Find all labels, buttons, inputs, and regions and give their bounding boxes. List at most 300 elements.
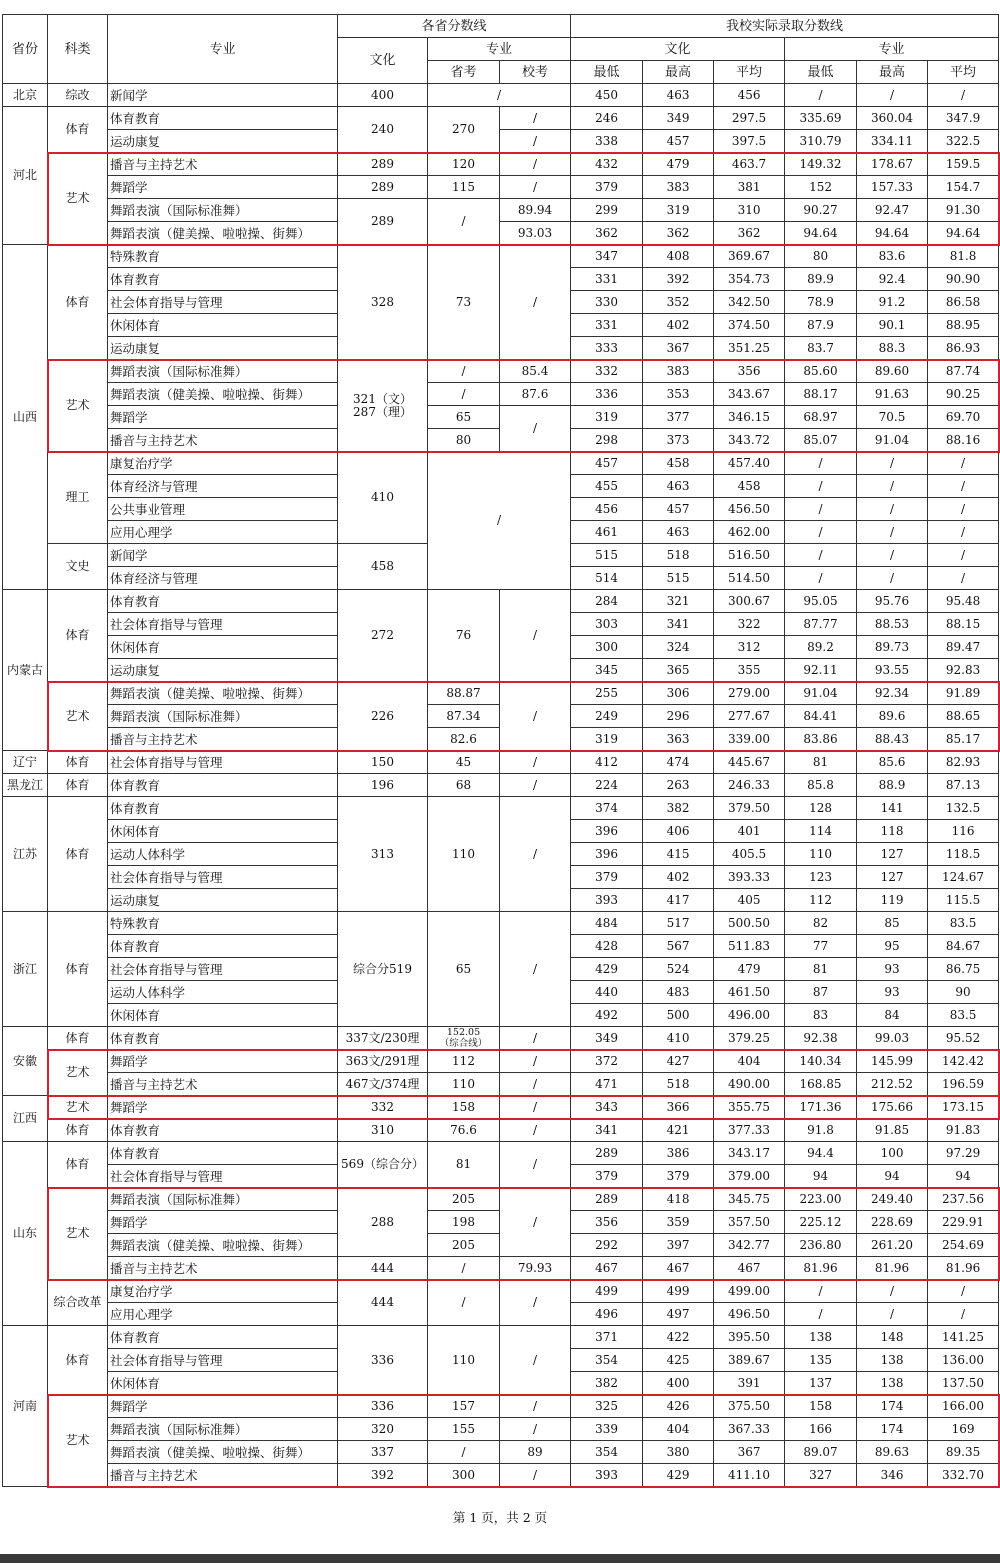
specialty-min-cell: 95.05 — [785, 590, 857, 613]
prov-culture-cell: 150 — [338, 751, 428, 774]
specialty-max-cell: 334.11 — [857, 130, 928, 153]
culture-avg-cell: 356 — [714, 360, 785, 383]
prov-culture-cell: 328 — [338, 245, 428, 360]
specialty-max-cell: / — [857, 452, 928, 475]
culture-max-cell: 404 — [643, 1418, 714, 1441]
specialty-avg-cell: 322.5 — [928, 130, 999, 153]
table-row — [3, 452, 999, 475]
culture-min-cell: 362 — [571, 222, 643, 245]
culture-min-cell: 303 — [571, 613, 643, 636]
prov-culture-cell: 289 — [338, 199, 428, 245]
prov-exam-cell: / — [428, 199, 500, 245]
culture-min-cell: 356 — [571, 1211, 643, 1234]
table-row — [3, 1464, 999, 1487]
major-cell: 舞蹈表演（国际标准舞） — [108, 705, 338, 728]
specialty-avg-cell: 169 — [928, 1418, 999, 1441]
specialty-min-cell: 83.7 — [785, 337, 857, 360]
school-exam-cell: / — [500, 1464, 571, 1487]
prov-culture-cell: 392 — [338, 1464, 428, 1487]
specialty-min-cell: / — [785, 498, 857, 521]
major-cell: 舞蹈表演（国际标准舞） — [108, 1418, 338, 1441]
culture-avg-cell: 456 — [714, 84, 785, 107]
culture-avg-cell: 310 — [714, 199, 785, 222]
major-cell: 舞蹈学 — [108, 406, 338, 429]
specialty-max-cell: 91.63 — [857, 383, 928, 406]
province-cell: 江西 — [3, 1096, 48, 1142]
culture-min-cell: 249 — [571, 705, 643, 728]
specialty-avg-cell: 88.16 — [928, 429, 999, 452]
culture-max-cell: 427 — [643, 1050, 714, 1073]
specialty-min-cell: / — [785, 1280, 857, 1303]
culture-max-cell: 426 — [643, 1395, 714, 1418]
prov-culture-cell: 467文/374理 — [338, 1073, 428, 1096]
prov-exam-cell: 76 — [428, 590, 500, 682]
major-cell: 舞蹈表演（国际标准舞） — [108, 199, 338, 222]
culture-max-cell: 421 — [643, 1119, 714, 1142]
specialty-min-cell: 83 — [785, 1004, 857, 1027]
culture-max-cell: 458 — [643, 452, 714, 475]
major-cell: 康复治疗学 — [108, 1280, 338, 1303]
prov-exam-cell: 115 — [428, 176, 500, 199]
culture-min-cell: 374 — [571, 797, 643, 820]
prov-culture-cell: 444 — [338, 1280, 428, 1326]
table-row — [3, 84, 999, 107]
school-lines-header: 我校实际录取分数线 — [571, 15, 999, 38]
table-row — [3, 1441, 999, 1464]
specialty-max-cell: 95.76 — [857, 590, 928, 613]
province-cell: 辽宁 — [3, 751, 48, 774]
specialty-max-cell: 174 — [857, 1395, 928, 1418]
specialty-min-cell: 89.07 — [785, 1441, 857, 1464]
specialty-avg-cell: 81.96 — [928, 1257, 999, 1280]
culture-avg-cell: 411.10 — [714, 1464, 785, 1487]
prov-culture-cell: 289 — [338, 153, 428, 176]
school-exam-cell: / — [500, 176, 571, 199]
major-cell: 舞蹈表演（健美操、啦啦操、街舞） — [108, 682, 338, 705]
culture-min-cell: 499 — [571, 1280, 643, 1303]
specialty-avg-cell: 332.70 — [928, 1464, 999, 1487]
specialty-max-cell: 91.04 — [857, 429, 928, 452]
culture-max-cell: 397 — [643, 1234, 714, 1257]
culture-max-cell: 425 — [643, 1349, 714, 1372]
specialty-max-cell: / — [857, 84, 928, 107]
culture-max-cell: 474 — [643, 751, 714, 774]
specialty-avg-cell: / — [928, 498, 999, 521]
subject-cell: 体育 — [48, 107, 108, 153]
specialty-min-cell: / — [785, 544, 857, 567]
major-cell: 运动康复 — [108, 130, 338, 153]
prov-exam-header: 省考 — [428, 61, 500, 84]
specialty-max-cell: 89.60 — [857, 360, 928, 383]
school-exam-cell: / — [500, 1326, 571, 1395]
specialty-min-cell: 110 — [785, 843, 857, 866]
prov-exam-cell: 152.05 （综合线） — [428, 1027, 500, 1050]
major-cell: 社会体育指导与管理 — [108, 1165, 338, 1188]
prov-culture-cell: 336 — [338, 1326, 428, 1395]
prov-specialty-span-cell: / — [428, 84, 571, 107]
province-cell: 内蒙古 — [3, 590, 48, 751]
culture-avg-cell: 391 — [714, 1372, 785, 1395]
major-cell: 舞蹈学 — [108, 1096, 338, 1119]
specialty-max-cell: / — [857, 521, 928, 544]
major-cell: 播音与主持艺术 — [108, 1073, 338, 1096]
school-exam-cell: / — [500, 1188, 571, 1257]
culture-max-cell: 497 — [643, 1303, 714, 1326]
specialty-max-cell: 138 — [857, 1349, 928, 1372]
specialty-min-cell: 123 — [785, 866, 857, 889]
school-exam-cell: / — [500, 1142, 571, 1188]
table-row — [3, 1142, 999, 1165]
culture-min-cell: 484 — [571, 912, 643, 935]
culture-max-cell: 383 — [643, 176, 714, 199]
specialty-min-cell: 94.64 — [785, 222, 857, 245]
school-exam-cell: / — [500, 1395, 571, 1418]
province-cell: 河北 — [3, 107, 48, 245]
province-cell: 江苏 — [3, 797, 48, 912]
specialty-min-cell: 166 — [785, 1418, 857, 1441]
culture-avg-cell: 354.73 — [714, 268, 785, 291]
culture-avg-cell: 516.50 — [714, 544, 785, 567]
culture-max-cell: 362 — [643, 222, 714, 245]
specialty-max-cell: 127 — [857, 866, 928, 889]
specialty-max-cell: / — [857, 475, 928, 498]
major-cell: 应用心理学 — [108, 521, 338, 544]
specialty-min-cell: / — [785, 1303, 857, 1326]
specialty-min-cell: 225.12 — [785, 1211, 857, 1234]
culture-avg-cell: 374.50 — [714, 314, 785, 337]
specialty-max-cell: 81.96 — [857, 1257, 928, 1280]
province-cell: 山西 — [3, 245, 48, 590]
specialty-min-cell: 114 — [785, 820, 857, 843]
culture-min-cell: 246 — [571, 107, 643, 130]
specialty-min-cell: 78.9 — [785, 291, 857, 314]
culture-max-cell: 518 — [643, 1073, 714, 1096]
admission-score-sheet — [2, 14, 999, 1487]
province-header: 省份 — [3, 15, 48, 84]
prov-culture-cell: 363文/291理 — [338, 1050, 428, 1073]
specialty-avg-cell: 86.58 — [928, 291, 999, 314]
subject-cell: 体育 — [48, 1142, 108, 1188]
culture-max-cell: 386 — [643, 1142, 714, 1165]
culture-min-cell: 372 — [571, 1050, 643, 1073]
major-cell: 体育教育 — [108, 1142, 338, 1165]
prov-culture-cell: 458 — [338, 544, 428, 590]
culture-avg-cell: 514.50 — [714, 567, 785, 590]
culture-avg-cell: 342.50 — [714, 291, 785, 314]
prov-exam-cell: / — [428, 1441, 500, 1464]
major-cell: 特殊教育 — [108, 912, 338, 935]
culture-avg-cell: 463.7 — [714, 153, 785, 176]
culture-avg-cell: 357.50 — [714, 1211, 785, 1234]
culture-avg-cell: 346.15 — [714, 406, 785, 429]
culture-min-cell: 412 — [571, 751, 643, 774]
culture-min-cell: 396 — [571, 820, 643, 843]
culture-avg-cell: 499.00 — [714, 1280, 785, 1303]
school-exam-cell: / — [500, 153, 571, 176]
culture-min-cell: 284 — [571, 590, 643, 613]
major-cell: 休闲体育 — [108, 636, 338, 659]
major-cell: 舞蹈学 — [108, 1395, 338, 1418]
specialty-min-cell: / — [785, 475, 857, 498]
table-row — [3, 1119, 999, 1142]
specialty-max-cell: 92.4 — [857, 268, 928, 291]
table-row — [3, 1027, 999, 1050]
major-cell: 运动康复 — [108, 659, 338, 682]
culture-avg-cell: 405.5 — [714, 843, 785, 866]
specialty-avg-cell: 83.5 — [928, 912, 999, 935]
specialty-min-cell: 87.9 — [785, 314, 857, 337]
specialty-max-cell: 95 — [857, 935, 928, 958]
province-cell: 安徽 — [3, 1027, 48, 1096]
culture-avg-cell: 355 — [714, 659, 785, 682]
major-cell: 舞蹈学 — [108, 176, 338, 199]
specialty-max-cell: 261.20 — [857, 1234, 928, 1257]
prov-culture-header: 文化 — [338, 38, 428, 84]
culture-min-cell: 515 — [571, 544, 643, 567]
culture-avg-cell: 379.00 — [714, 1165, 785, 1188]
specialty-max-cell: 88.53 — [857, 613, 928, 636]
specialty-avg-cell: / — [928, 452, 999, 475]
culture-min-cell: 289 — [571, 1142, 643, 1165]
culture-max-cell: 406 — [643, 820, 714, 843]
table-row — [3, 774, 999, 797]
specialty-avg-cell: 141.25 — [928, 1326, 999, 1349]
specialty-max-cell: 91.2 — [857, 291, 928, 314]
subject-cell: 体育 — [48, 1119, 108, 1142]
culture-avg-cell: 467 — [714, 1257, 785, 1280]
specialty-avg-cell: 159.5 — [928, 153, 999, 176]
major-cell: 休闲体育 — [108, 820, 338, 843]
culture-max-cell: 499 — [643, 1280, 714, 1303]
prov-culture-cell: 310 — [338, 1119, 428, 1142]
major-cell: 运动康复 — [108, 337, 338, 360]
culture-max-cell: 463 — [643, 521, 714, 544]
culture-avg-cell: 343.72 — [714, 429, 785, 452]
specialty-avg-header: 平均 — [928, 61, 999, 84]
culture-min-cell: 343 — [571, 1096, 643, 1119]
culture-max-cell: 377 — [643, 406, 714, 429]
major-cell: 舞蹈表演（国际标准舞） — [108, 1188, 338, 1211]
major-cell: 运动康复 — [108, 889, 338, 912]
prov-exam-cell: 88.87 — [428, 682, 500, 705]
specialty-avg-cell: 82.93 — [928, 751, 999, 774]
culture-max-cell: 417 — [643, 889, 714, 912]
specialty-avg-cell: 173.15 — [928, 1096, 999, 1119]
specialty-max-cell: 118 — [857, 820, 928, 843]
subject-cell: 艺术 — [48, 682, 108, 751]
culture-avg-cell: 343.67 — [714, 383, 785, 406]
culture-max-cell: 306 — [643, 682, 714, 705]
specialty-avg-cell: 90.90 — [928, 268, 999, 291]
specialty-avg-cell: 87.74 — [928, 360, 999, 383]
major-cell: 社会体育指导与管理 — [108, 1349, 338, 1372]
culture-max-cell: 567 — [643, 935, 714, 958]
specialty-max-cell: 145.99 — [857, 1050, 928, 1073]
table-row — [3, 1326, 999, 1349]
school-specialty-header: 专业 — [785, 38, 999, 61]
table-row — [3, 682, 999, 705]
specialty-min-cell: 112 — [785, 889, 857, 912]
culture-avg-cell: 381 — [714, 176, 785, 199]
specialty-max-cell: 89.6 — [857, 705, 928, 728]
prov-exam-cell: 82.6 — [428, 728, 500, 751]
culture-avg-cell: 461.50 — [714, 981, 785, 1004]
specialty-avg-cell: 88.15 — [928, 613, 999, 636]
culture-max-cell: 429 — [643, 1464, 714, 1487]
culture-min-cell: 471 — [571, 1073, 643, 1096]
culture-max-cell: 383 — [643, 360, 714, 383]
culture-min-cell: 339 — [571, 1418, 643, 1441]
culture-max-cell: 263 — [643, 774, 714, 797]
culture-min-cell: 457 — [571, 452, 643, 475]
culture-max-cell: 380 — [643, 1441, 714, 1464]
major-cell: 体育教育 — [108, 797, 338, 820]
specialty-max-cell: 89.63 — [857, 1441, 928, 1464]
major-cell: 舞蹈学 — [108, 1050, 338, 1073]
prov-culture-cell: 313 — [338, 797, 428, 912]
subject-cell: 体育 — [48, 797, 108, 912]
culture-avg-cell: 367.33 — [714, 1418, 785, 1441]
culture-avg-cell: 500.50 — [714, 912, 785, 935]
culture-avg-cell: 458 — [714, 475, 785, 498]
table-row — [3, 1280, 999, 1303]
culture-min-cell: 514 — [571, 567, 643, 590]
specialty-avg-cell: / — [928, 1280, 999, 1303]
prov-specialty-header: 专业 — [428, 38, 571, 61]
culture-max-cell: 515 — [643, 567, 714, 590]
culture-min-cell: 332 — [571, 360, 643, 383]
specialty-max-cell: 141 — [857, 797, 928, 820]
specialty-min-cell: / — [785, 567, 857, 590]
specialty-min-cell: 85.8 — [785, 774, 857, 797]
culture-avg-cell: 377.33 — [714, 1119, 785, 1142]
table-row — [3, 1073, 999, 1096]
culture-avg-cell: 355.75 — [714, 1096, 785, 1119]
specialty-max-cell: 249.40 — [857, 1188, 928, 1211]
prov-culture-cell: 337 — [338, 1441, 428, 1464]
bottom-bar — [0, 1554, 1000, 1563]
table-row — [3, 222, 999, 245]
prov-exam-cell: 45 — [428, 751, 500, 774]
school-exam-cell: / — [500, 1119, 571, 1142]
culture-max-cell: 500 — [643, 1004, 714, 1027]
culture-max-cell: 418 — [643, 1188, 714, 1211]
specialty-avg-cell: 91.30 — [928, 199, 999, 222]
prov-specialty-span-cell: / — [428, 452, 571, 590]
school-exam-cell: / — [500, 1280, 571, 1326]
specialty-avg-cell: / — [928, 521, 999, 544]
prov-exam-cell: / — [428, 1257, 500, 1280]
prov-culture-cell: 226 — [338, 682, 428, 751]
prov-culture-cell: 569（综合分） — [338, 1142, 428, 1188]
culture-avg-cell: 345.75 — [714, 1188, 785, 1211]
culture-max-cell: 352 — [643, 291, 714, 314]
prov-culture-cell: 336 — [338, 1395, 428, 1418]
specialty-max-cell: 93.55 — [857, 659, 928, 682]
culture-min-cell: 289 — [571, 1188, 643, 1211]
culture-max-cell: 324 — [643, 636, 714, 659]
specialty-min-cell: 81.96 — [785, 1257, 857, 1280]
school-exam-cell: 89.94 — [500, 199, 571, 222]
subject-cell: 艺术 — [48, 1188, 108, 1280]
specialty-max-cell: 127 — [857, 843, 928, 866]
culture-min-cell: 354 — [571, 1441, 643, 1464]
major-cell: 体育教育 — [108, 774, 338, 797]
culture-min-cell: 440 — [571, 981, 643, 1004]
subject-cell: 艺术 — [48, 360, 108, 452]
specialty-max-cell: 93 — [857, 981, 928, 1004]
major-cell: 体育教育 — [108, 935, 338, 958]
culture-max-header: 最高 — [643, 61, 714, 84]
specialty-max-cell: 91.85 — [857, 1119, 928, 1142]
school-exam-cell: 87.6 — [500, 383, 571, 406]
subject-header: 科类 — [48, 15, 108, 84]
specialty-min-cell: 91.8 — [785, 1119, 857, 1142]
specialty-min-cell: 149.32 — [785, 153, 857, 176]
culture-min-cell: 492 — [571, 1004, 643, 1027]
specialty-avg-cell: 92.83 — [928, 659, 999, 682]
table-row — [3, 1096, 999, 1119]
specialty-avg-cell: 88.65 — [928, 705, 999, 728]
culture-max-cell: 518 — [643, 544, 714, 567]
specialty-avg-cell: 94.64 — [928, 222, 999, 245]
school-exam-cell: / — [500, 1418, 571, 1441]
specialty-max-cell: 228.69 — [857, 1211, 928, 1234]
specialty-min-cell: 152 — [785, 176, 857, 199]
culture-avg-cell: 457.40 — [714, 452, 785, 475]
prov-exam-cell: 110 — [428, 1326, 500, 1395]
specialty-max-cell: 148 — [857, 1326, 928, 1349]
culture-max-cell: 367 — [643, 337, 714, 360]
provincial-lines-header: 各省分数线 — [338, 15, 571, 38]
culture-min-cell: 319 — [571, 406, 643, 429]
culture-max-cell: 296 — [643, 705, 714, 728]
culture-min-cell: 461 — [571, 521, 643, 544]
province-cell: 黑龙江 — [3, 774, 48, 797]
culture-max-cell: 379 — [643, 1165, 714, 1188]
specialty-min-cell: 85.07 — [785, 429, 857, 452]
specialty-avg-cell: 124.67 — [928, 866, 999, 889]
culture-avg-cell: 496.50 — [714, 1303, 785, 1326]
specialty-avg-cell: 90.25 — [928, 383, 999, 406]
specialty-avg-cell: 347.9 — [928, 107, 999, 130]
culture-max-cell: 467 — [643, 1257, 714, 1280]
culture-avg-cell: 297.5 — [714, 107, 785, 130]
culture-max-cell: 341 — [643, 613, 714, 636]
specialty-avg-cell: 116 — [928, 820, 999, 843]
prov-exam-cell: 87.34 — [428, 705, 500, 728]
specialty-max-cell: 178.67 — [857, 153, 928, 176]
prov-exam-cell: 205 — [428, 1188, 500, 1211]
specialty-avg-cell: 166.00 — [928, 1395, 999, 1418]
table-row — [3, 130, 999, 153]
school-exam-cell: 93.03 — [500, 222, 571, 245]
major-cell: 体育教育 — [108, 590, 338, 613]
culture-avg-cell: 351.25 — [714, 337, 785, 360]
culture-max-cell: 321 — [643, 590, 714, 613]
culture-min-cell: 467 — [571, 1257, 643, 1280]
table-row — [3, 751, 999, 774]
subject-cell: 体育 — [48, 751, 108, 774]
culture-avg-cell: 456.50 — [714, 498, 785, 521]
major-cell: 舞蹈表演（国际标准舞） — [108, 360, 338, 383]
culture-min-cell: 379 — [571, 1165, 643, 1188]
culture-avg-cell: 496.00 — [714, 1004, 785, 1027]
culture-min-cell: 393 — [571, 1464, 643, 1487]
culture-max-cell: 402 — [643, 866, 714, 889]
major-cell: 体育教育 — [108, 1027, 338, 1050]
culture-min-cell: 341 — [571, 1119, 643, 1142]
